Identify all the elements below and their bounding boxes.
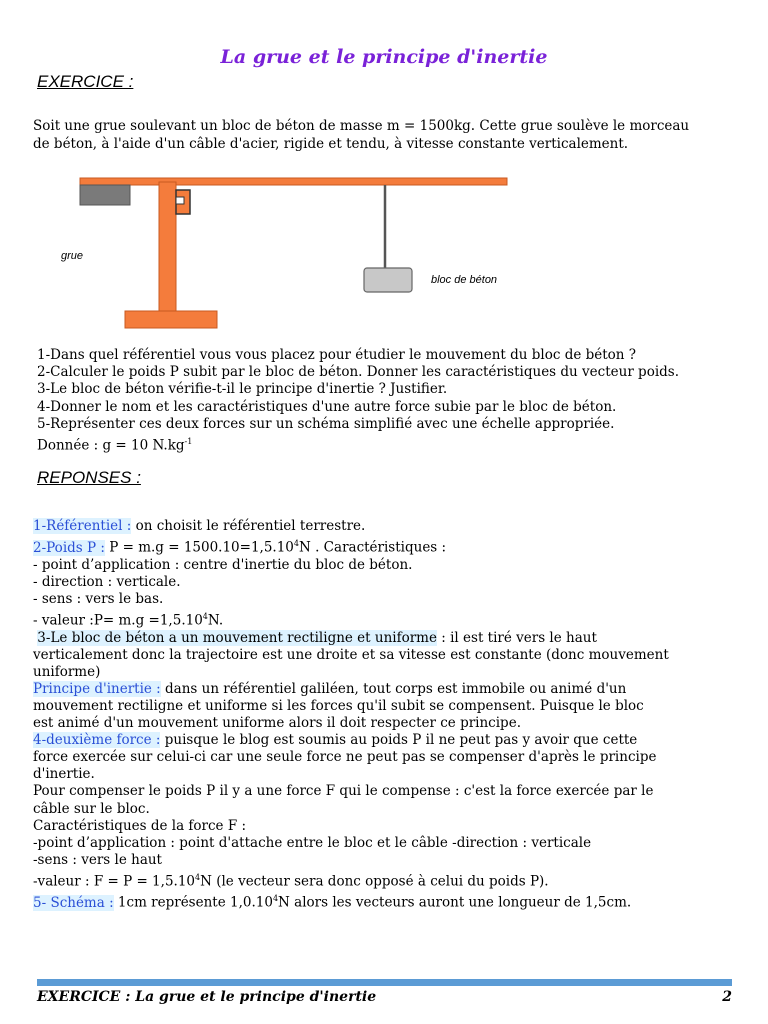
page-title: La grue et le principe d'inertie: [220, 46, 548, 68]
intro-line-2: de béton, à l'aide d'un câble d'acier, rigide et tendu, à vitesse constante verticalement.: [33, 135, 629, 152]
answer-4-line: d'inertie.: [33, 766, 95, 783]
answer-1: [33, 518, 743, 535]
crane-cabin-window: [176, 197, 184, 204]
principle-label: Principe d'inertie :: [33, 680, 161, 697]
answer-2-line: - direction : verticale.: [33, 573, 181, 590]
answer-5-exponent: 4: [272, 894, 279, 904]
answer-1-label: 1-Référentiel :: [33, 518, 132, 534]
answer-4-text: puisque le blog est soumis au poids P il ne peut pas y avoir que cette: [160, 732, 638, 749]
principle: [33, 681, 743, 698]
answer-2-valeur-exp: 4: [202, 611, 208, 621]
donnee-text: Donnée : g = 10 N.kg: [37, 437, 185, 454]
answer-5-label: 5- Schéma :: [33, 894, 114, 911]
answer-2-line: - point d’application : centre d'inertie du bloc de béton.: [33, 556, 413, 573]
answer-2-line: - sens : vers le bas.: [33, 590, 164, 607]
donnee-exponent: -1: [184, 437, 193, 447]
answers-heading: REPONSES :: [37, 468, 141, 487]
answer-4-line: -point d’application : point d'attache entre le bloc et le câble -direction : verticale: [33, 834, 592, 851]
answer-3-line: verticalement donc la trajectoire est une droite et sa vitesse est constante (donc mouvement: [33, 646, 669, 663]
answer-4-line: Pour compenser le poids P il y a une force F qui le compense : c'est la force exercée par le: [33, 783, 654, 800]
answer-4-line: Caractéristiques de la force F :: [33, 817, 247, 834]
answer-2-formula: P = m.g = 1500.10=1,5.10: [104, 539, 294, 556]
answer-5-unit: N alors les vecteurs auront une longueur de 1,5cm.: [278, 894, 632, 911]
intro-line-1: Soit une grue soulevant un bloc de béton de masse m = 1500kg. Cette grue soulève le morceau: [33, 118, 690, 134]
answer-4-valeur-unit: N (le vecteur sera donc opposé à celui du poids P).: [200, 873, 549, 890]
answer-2-valeur-text: - valeur :P= m.g =1,5.10: [33, 612, 203, 629]
answer-2-valeur-unit: N.: [207, 612, 224, 629]
answer-4-label: 4-deuxième force :: [33, 732, 161, 749]
answer-5: [33, 890, 743, 912]
answer-2-unit: N: [299, 539, 311, 556]
crane-base: [125, 311, 217, 328]
crane-mast: [159, 182, 176, 312]
footer-rule: [37, 979, 732, 986]
answer-2: [33, 535, 743, 557]
answer-2-caract: . Caractéristiques :: [310, 539, 447, 556]
answers-section: [33, 518, 743, 912]
answer-4-valeur-exp: 4: [195, 872, 201, 882]
question-1: 1-Dans quel référentiel vous vous placez pour étudier le mouvement du bloc de béton ?: [37, 347, 637, 363]
answer-3-line: uniforme): [33, 663, 101, 680]
footer-title: EXERCICE : La grue et le principe d'inertie: [37, 989, 377, 1005]
answer-3: [33, 630, 743, 647]
page-footer: [37, 989, 732, 1005]
answer-3-text: : il est tiré vers le haut: [436, 629, 597, 646]
crane-label: grue: [61, 250, 84, 262]
answer-4-valeur-text: -valeur : F = P = 1,5.10: [33, 873, 195, 890]
answer-4-valeur: [33, 869, 743, 891]
answer-1-text: on choisit le référentiel terrestre.: [131, 518, 366, 534]
principle-line: est animé d'un mouvement uniforme alors il doit respecter ce principe.: [33, 715, 521, 732]
crane-counterweight: [80, 185, 130, 205]
question-2: 2-Calculer le poids P subit par le bloc de béton. Donner les caractéristiques du vecteur poids.: [37, 364, 680, 381]
donnee: [37, 433, 757, 455]
answer-2-exponent: 4: [293, 539, 299, 549]
crane-figure: [30, 158, 550, 338]
crane-jib: [80, 178, 507, 185]
question-4: 4-Donner le nom et les caractéristiques d'une autre force subie par le bloc de béton.: [37, 398, 617, 415]
answer-4-line: câble sur le bloc.: [33, 800, 150, 817]
answer-4-line: force exercée sur celui-ci car une seule force ne peut pas se compenser d'après le principe: [33, 749, 657, 766]
principle-line: mouvement rectiligne et uniforme si les forces qu'il subit se compensent. Puisque le bloc: [33, 697, 644, 714]
answer-5-text: 1cm représente 1,0.10: [113, 894, 273, 911]
answer-2-valeur: [33, 608, 743, 630]
questions-list: [37, 347, 757, 455]
answer-4: [33, 732, 743, 749]
concrete-block: [364, 268, 412, 292]
question-3: 3-Le bloc de béton vérifie-t-il le principe d'inertie ? Justifier.: [37, 381, 448, 398]
block-label: bloc de béton: [431, 274, 498, 286]
principle-text: dans un référentiel galiléen, tout corps est immobile ou animé d'un: [160, 680, 627, 697]
exercise-heading: EXERCICE :: [37, 72, 134, 91]
answer-3-label: 3-Le bloc de béton a un mouvement rectiligne et uniforme: [37, 629, 437, 646]
question-5: 5-Représenter ces deux forces sur un schéma simplifié avec une échelle appropriée.: [37, 415, 615, 432]
exercise-intro: [33, 118, 743, 153]
page-number: 2: [722, 989, 732, 1005]
answer-4-line: -sens : vers le haut: [33, 851, 162, 868]
answer-2-label: 2-Poids P :: [33, 539, 105, 556]
